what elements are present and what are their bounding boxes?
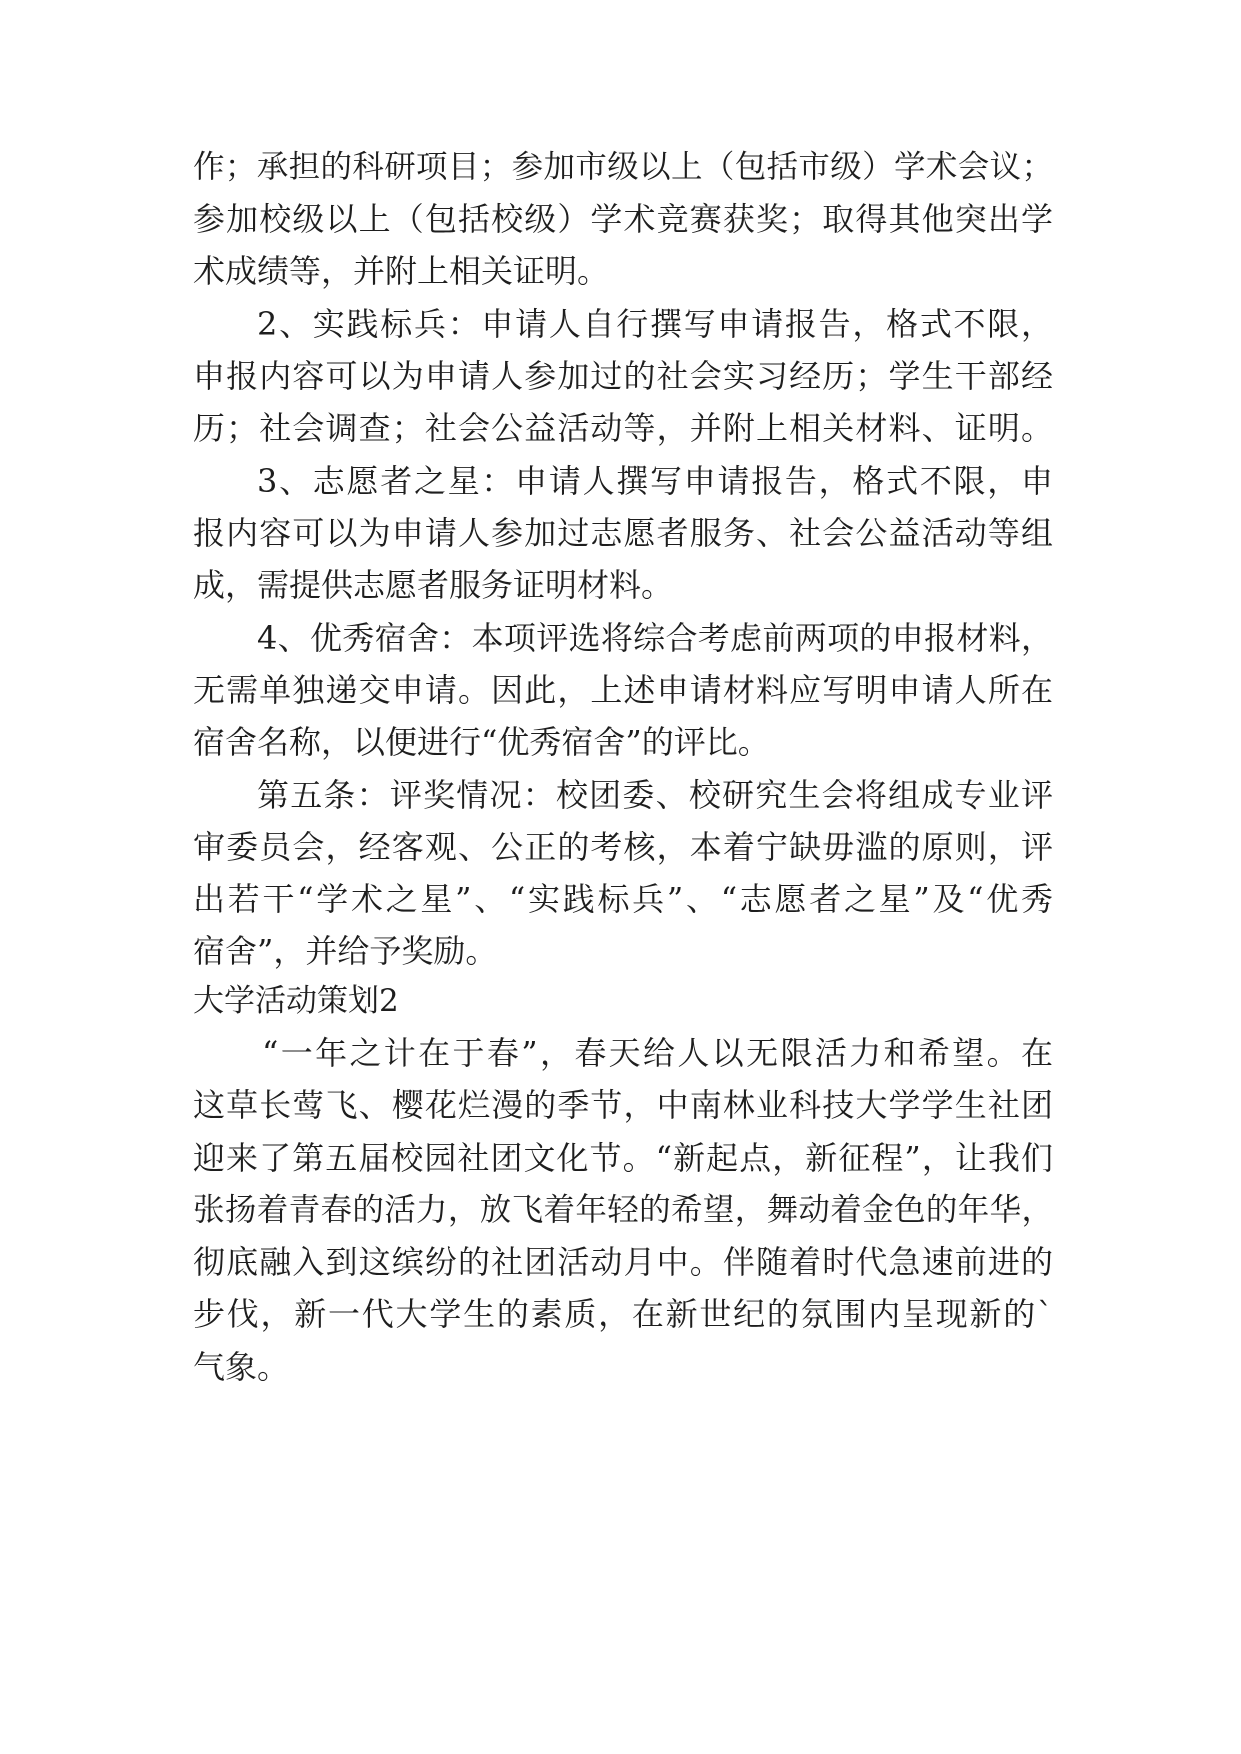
paragraph-line: 彻底融入到这缤纷的社团活动月中。伴随着时代急速前进的 <box>193 1243 1053 1281</box>
paragraph-line: 成，需提供志愿者服务证明材料。 <box>193 566 674 604</box>
paragraph-line: 审委员会，经客观、公正的考核，本着宁缺毋滥的原则，评 <box>193 828 1053 866</box>
section-heading: 大学活动策划2 <box>193 983 399 1019</box>
paragraph-line: 张扬着青春的活力，放飞着年轻的希望，舞动着金色的年华， <box>193 1192 1053 1228</box>
paragraph-line: 2、实践标兵：申请人自行撰写申请报告，格式不限， <box>257 305 1053 343</box>
paragraph-line: 宿舍”，并给予奖励。 <box>193 932 498 970</box>
paragraph-line: 参加校级以上（包括校级）学术竞赛获奖；取得其他突出学 <box>193 200 1053 238</box>
paragraph-line: 申报内容可以为申请人参加过的社会实习经历；学生干部经 <box>193 357 1053 395</box>
paragraph-line: 第五条：评奖情况：校团委、校研究生会将组成专业评 <box>257 776 1053 814</box>
paragraph-line: “一年之计在于春”，春天给人以无限活力和希望。在 <box>262 1034 1053 1072</box>
paragraph-line: 历；社会调查；社会公益活动等，并附上相关材料、证明。 <box>193 409 1053 447</box>
paragraph-line: 宿舍名称，以便进行“优秀宿舍”的评比。 <box>193 723 770 761</box>
paragraph-line: 3、志愿者之星：申请人撰写申请报告，格式不限，申 <box>257 462 1053 500</box>
paragraph-line: 步伐，新一代大学生的素质，在新世纪的氛围内呈现新的` <box>193 1295 1053 1333</box>
paragraph-line: 出若干“学术之星”、“实践标兵”、“志愿者之星”及“优秀 <box>193 880 1053 918</box>
paragraph-line: 迎来了第五届校园社团文化节。“新起点，新征程”，让我们 <box>193 1139 1053 1177</box>
paragraph-line: 作；承担的科研项目；参加市级以上（包括市级）学术会议； <box>193 149 1053 185</box>
paragraph-line: 气象。 <box>193 1348 290 1386</box>
paragraph-line: 术成绩等，并附上相关证明。 <box>193 252 610 290</box>
paragraph-line: 4、优秀宿舍：本项评选将综合考虑前两项的申报材料， <box>257 619 1053 657</box>
paragraph-line: 报内容可以为申请人参加过志愿者服务、社会公益活动等组 <box>193 514 1053 552</box>
paragraph-line: 无需单独递交申请。因此，上述申请材料应写明申请人所在 <box>193 671 1053 709</box>
paragraph-line: 这草长莺飞、樱花烂漫的季节，中南林业科技大学学生社团 <box>193 1086 1053 1124</box>
